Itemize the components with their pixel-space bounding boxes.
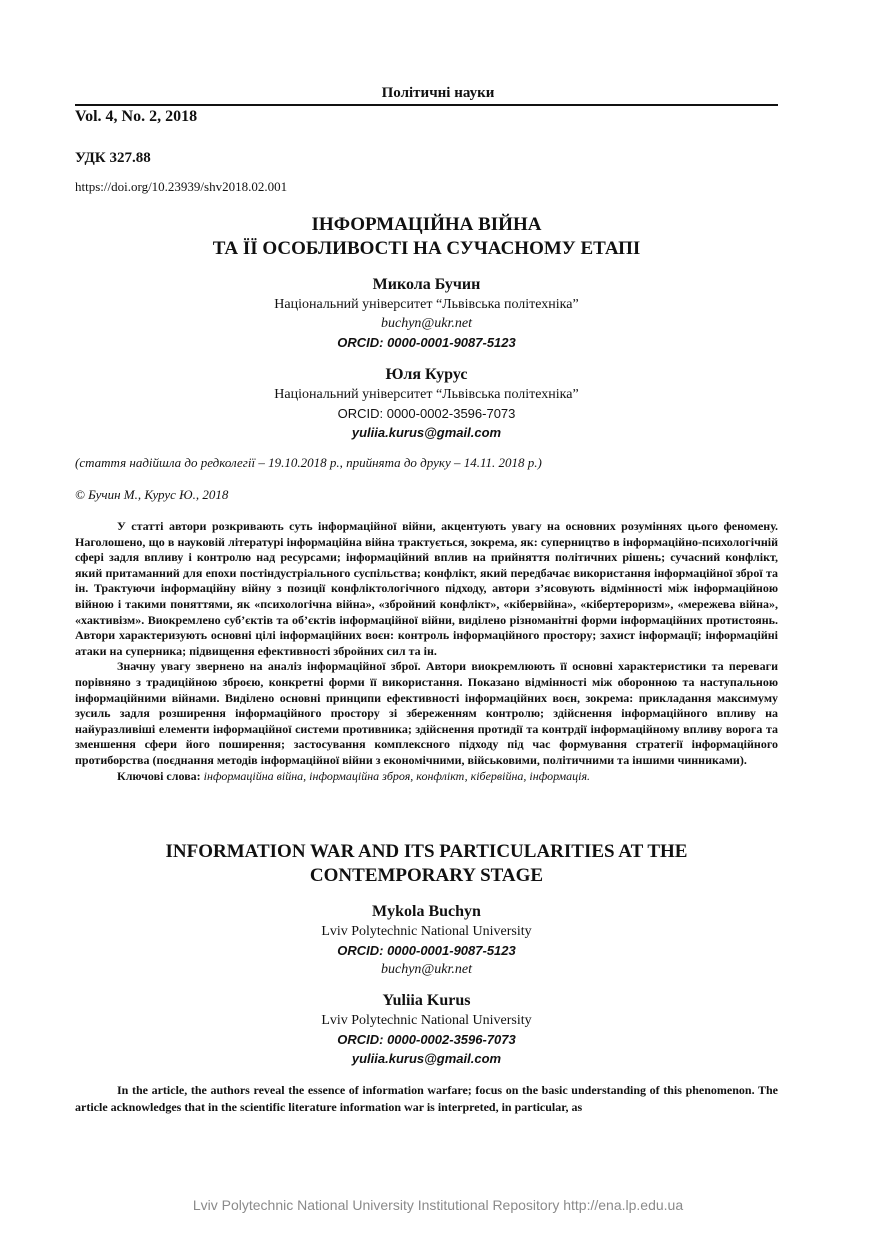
volume-info: Vol. 4, No. 2, 2018 [75, 108, 198, 125]
en-author1-affiliation: Lviv Polytechnic National University [321, 924, 532, 939]
udk-code: УДК 327.88 [75, 150, 151, 166]
en-title-line2: CONTEMPORARY STAGE [309, 865, 544, 886]
header-rule [75, 104, 778, 106]
ua-title [75, 213, 778, 261]
doi-link[interactable]: https://doi.org/10.23939/shv2018.02.001 [75, 179, 288, 194]
en-author1-name: Mykola Buchyn [372, 903, 481, 920]
en-title-line1: INFORMATION WAR AND ITS PARTICULARITIES AT THE [165, 841, 688, 862]
en-author2-email[interactable]: yuliia.kurus@gmail.com [351, 1051, 502, 1066]
en-author2-affiliation: Lviv Polytechnic National University [321, 1013, 532, 1028]
ua-author2-block [75, 366, 778, 442]
en-author2-name: Yuliia Kurus [382, 992, 471, 1009]
en-abstract [75, 1082, 778, 1116]
ua-author1-orcid: ORCID: 0000-0001-9087-5123 [337, 335, 516, 350]
copyright-note: © Бучин М., Курус Ю., 2018 [75, 487, 229, 502]
en-title [75, 840, 778, 888]
running-title: Політичні науки [381, 85, 495, 101]
en-author2-block [75, 992, 778, 1068]
repository-footer: Lviv Polytechnic National University Institutional Repository http://ena.lp.edu.ua [192, 1197, 684, 1213]
ua-keywords-label: Ключові слова: [117, 768, 201, 783]
en-author2-orcid: ORCID: 0000-0002-3596-7073 [337, 1032, 516, 1047]
en-author1-email[interactable]: buchyn@ukr.net [380, 962, 473, 977]
ua-abstract-paragraph-2: Значну увагу звернено на аналіз інформаційної зброї. Автори виокремлюють її основні характеристики та переваги порівняно з традиційною зброєю, конкретні форми її використання. Показано відмінності між оборонною та наступальною інформаційними війнами. Виділено основні принципи ефективності інформаційних воєн, зокрема: прикладання максимуму зусиль задля розширення інформаційного простору зі збереженням контролю; здійснення інформаційного впливу на найуразливіші елементи інформаційної системи противника; здійснення протидії та контрдії інформаційному впливу ворога та зменшення сфери його поширення; застосування комплексного підходу під час формування стратегії інформаційного протиборства (поєднання методів інформаційної війни з економічними, військовими, політичними та іншими чинниками). [75, 659, 778, 767]
ua-title-line1: ІНФОРМАЦІЙНА ВІЙНА [311, 214, 542, 235]
en-abstract-paragraph-1: In the article, the authors reveal the essence of information warfare; focus on the basic understanding of this phenomenon. The article acknowledges that in the scientific literature information war is interpreted, in particular, as [75, 1083, 778, 1114]
ua-abstract-paragraph-1: У статті автори розкривають суть інформаційної війни, акцентують увагу на основних розуміннях цього феномену. Наголошено, що в науковій літературі інформаційна війна трактується, зокрема, як: суперництво в інформаційно-психологічній сфері задля впливу і контролю над ресурсами; інформаційний вплив на прийняття політичних рішень; сучасний конфлікт, який притаманний для епохи постіндустріального суспільства; конфлікт, який передбачає використання інформаційної зброї та ін. Трактуючи інформаційну війну з позиції конфліктологічного підходу, автори з’ясовують відмінності між інформаційною війною і такими поняттями, як «психологічна війна», «збройний конфлікт», «кібервійна», «кібертероризм», «мережева війна», «хактивізм». Виокремлено суб’єктів та об’єктів інформаційної війни, виділено різноманітні форми інформаційних протистоянь. Автори характеризують основні цілі інформаційних воєн: контроль інформаційного простору; захист інформації; інформаційні атаки на суперника; підвищення ефективності збройних сил та ін. [75, 519, 778, 658]
ua-author2-orcid: ORCID: 0000-0002-3596-7073 [337, 406, 516, 421]
ua-abstract [75, 519, 778, 784]
ua-author1-block [75, 276, 778, 352]
received-note: (стаття надійшла до редколегії – 19.10.2018 р., прийнята до друку – 14.11. 2018 р.) [75, 455, 542, 470]
ua-title-line2: ТА ЇЇ ОСОБЛИВОСТІ НА СУЧАСНОМУ ЕТАПІ [212, 238, 641, 259]
ua-author2-name: Юля Курус [385, 366, 468, 383]
ua-author1-affiliation: Національний університет “Львівська політехніка” [274, 297, 579, 312]
ua-keywords [75, 769, 778, 785]
ua-keywords-list: інформаційна війна, інформаційна зброя, конфлікт, кібервійна, інформація. [203, 768, 591, 783]
en-author1-orcid: ORCID: 0000-0001-9087-5123 [337, 943, 516, 958]
ua-author2-email[interactable]: yuliia.kurus@gmail.com [351, 425, 502, 440]
ua-author2-affiliation: Національний університет “Львівська політехніка” [274, 387, 579, 402]
en-author1-block [75, 903, 778, 979]
ua-author1-name: Микола Бучин [372, 276, 481, 293]
ua-author1-email[interactable]: buchyn@ukr.net [380, 316, 473, 331]
